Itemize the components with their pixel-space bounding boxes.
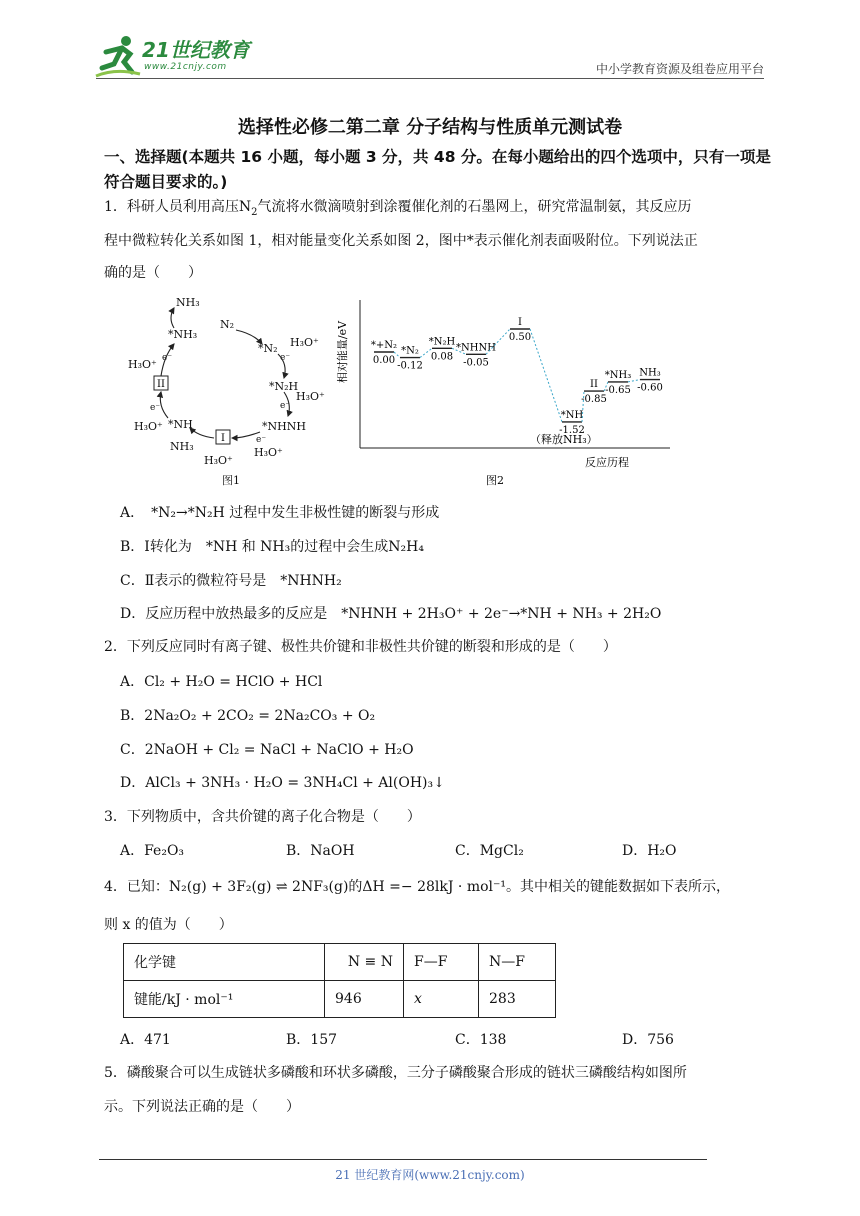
runner-logo-icon — [96, 32, 142, 78]
header-divider — [96, 78, 764, 79]
fig2-caption: 图2 — [486, 474, 504, 487]
fig1-e-3: e⁻ — [256, 435, 267, 445]
fig1-e-2: e⁻ — [280, 401, 291, 411]
q1-line2: 程中微粒转化关系如图 1，相对能量变化关系如图 2，图中*表示催化剂表面吸附位。下列说法正 — [104, 233, 698, 249]
fig1-nh3-star: *NH₃ — [168, 328, 198, 341]
footer-divider — [99, 1159, 707, 1160]
logo — [96, 32, 256, 78]
q3-option-d: D．H₂O — [622, 843, 677, 859]
fig1-h3o-3: H₃O⁺ — [254, 446, 283, 459]
fig1-n2: N₂ — [220, 318, 235, 331]
fig1-nhnh-star: *NHNH — [262, 420, 306, 433]
q1-line1-b: 气流将水微滴喷射到涂覆催化剂的石墨网上，研究常温制氨，其反应历 — [257, 199, 692, 215]
table-header-cell: N ≡ N — [325, 944, 404, 981]
fig1-h3o-6: H₃O⁺ — [204, 454, 233, 467]
fig2-level-label: NH₃ — [639, 367, 661, 379]
fig2-level-value: 0.00 — [372, 355, 396, 366]
section-heading: 一、选择题(本题共 16 小题，每小题 3 分，共 48 分。在每小题给出的四个选项中，只有一项是符合题目要求的。) — [104, 148, 771, 191]
table-header-cell: 化学键 — [124, 944, 325, 981]
fig2-xlabel: 反应历程 — [585, 456, 629, 469]
table-cell: 283 — [479, 981, 556, 1018]
fig1-box-1-label: I — [221, 433, 225, 444]
q5-line1: 5．磷酸聚合可以生成链状多磷酸和环状多磷酸，三分子磷酸聚合形成的链状三磷酸结构如图所 — [104, 1065, 687, 1081]
q2-option-c: C．2NaOH + Cl₂ = NaCl + NaClO + H₂O — [120, 742, 414, 758]
fig2-level-value: -0.85 — [581, 394, 607, 406]
table-header-cell: N—F — [479, 944, 556, 981]
footer-text: 21 世纪教育网(www.21cnjy.com) — [335, 1168, 525, 1182]
bond-energy-table — [123, 943, 556, 1018]
q4-option-a: A．471 — [120, 1032, 171, 1048]
fig1-e-4: e⁻ — [162, 353, 173, 363]
fig1-nh3-top: NH₃ — [176, 296, 200, 309]
fig2-level-label: II — [590, 379, 598, 391]
table-cell: x — [404, 981, 479, 1018]
q4-line2: 则 x 的值为（ ） — [104, 917, 233, 933]
fig1-e-1: e⁻ — [280, 353, 291, 363]
fig2-connector — [530, 329, 562, 422]
fig2-level-label: *NHNH — [456, 342, 496, 354]
fig2-level-value: -0.12 — [397, 360, 423, 372]
figure2-energy-profile — [336, 292, 680, 490]
page-header — [96, 30, 764, 80]
fig1-box-2-label: II — [157, 379, 165, 390]
logo-main-text: 21世纪教育 — [142, 38, 250, 62]
fig2-ylabel: 相对能量/eV — [336, 320, 349, 384]
q1-line1: 1．科研人员利用高压$N_2$气流将水微滴喷射到涂覆催化剂的石墨网上，研究常温制氨，其反应历 — [104, 199, 692, 218]
q3-option-b: B．NaOH — [286, 843, 355, 859]
fig1-h3o-4: H₃O⁺ — [128, 358, 157, 371]
fig2-level-value: 0.08 — [430, 351, 454, 363]
logo-sub-text: www.21cnjy.com — [144, 62, 227, 72]
fig1-h3o-1: H₃O⁺ — [290, 336, 319, 349]
table-row — [124, 944, 556, 981]
page-title: 选择性必修二第二章 分子结构与性质单元测试卷 — [237, 117, 623, 138]
fig2-level-label: I — [518, 317, 522, 328]
table-row — [124, 981, 556, 1018]
fig1-h3o-2: H₃O⁺ — [296, 390, 325, 403]
q3-option-c: C．MgCl₂ — [455, 843, 524, 859]
fig2-level-value: -0.65 — [605, 384, 631, 396]
q2-option-d: D．AlCl₃ + 3NH₃ · H₂O = 3NH₄Cl + Al(OH)₃↓ — [120, 775, 445, 791]
fig1-nh-star: *NH — [168, 418, 193, 431]
fig2-level-value: -1.52 — [559, 424, 585, 436]
q2-stem: 2．下列反应同时有离子键、极性共价键和非极性共价键的断裂和形成的是（ ） — [104, 639, 617, 655]
q3-option-a: A．Fe₂O₃ — [120, 843, 185, 859]
fig1-n2h-star: *N₂H — [269, 380, 299, 393]
fig2-level-label: *N₂H — [428, 336, 456, 348]
q1-line3: 确的是（ ） — [104, 265, 202, 281]
header-platform-text: 中小学教育资源及组卷应用平台 — [595, 62, 764, 76]
q4-option-d: D．756 — [622, 1032, 674, 1048]
fig2-level-label: *+N₂ — [370, 340, 398, 351]
q1-option-a: A． *N₂→*N₂H 过程中发生非极性键的断裂与形成 — [120, 505, 440, 521]
fig1-caption: 图1 — [222, 474, 240, 487]
fig2-level-label: *NH₃ — [604, 369, 632, 381]
q4-option-b: B．157 — [286, 1032, 338, 1048]
fig2-level-value: -0.05 — [463, 357, 489, 369]
q4-line1: 4．已知：N₂(g) + 3F₂(g) ⇌ 2NF₃(g)的ΔH =− 28lkJ · mol⁻¹。其中相关的键能数据如下表所示， — [104, 879, 731, 895]
figure1-cycle — [128, 292, 350, 490]
q3-stem: 3．下列物质中，含共价键的离子化合物是（ ） — [104, 809, 421, 825]
q1-option-b: B．Ⅰ转化为 *NH 和 NH₃的过程中会生成N₂H₄ — [120, 539, 424, 555]
table-cell: 946 — [325, 981, 404, 1018]
fig2-release-note: （释放NH₃） — [530, 433, 598, 446]
q1-option-d: D．反应历程中放热最多的反应是 *NHNH + 2H₃O⁺ + 2e⁻→*NH + NH₃ + 2H₂O — [120, 606, 662, 622]
table-cell: 键能/kJ · mol⁻¹ — [124, 981, 325, 1018]
fig2-level-value: -0.60 — [637, 382, 663, 394]
q4-option-c: C．138 — [455, 1032, 507, 1048]
q1-line1-a: 1．科研人员利用高压N — [104, 199, 252, 215]
fig1-e-5: e⁻ — [150, 403, 161, 413]
fig2-level-label: *NH — [560, 409, 584, 421]
fig2-levels — [371, 317, 663, 436]
fig2-level-value: 0.50 — [508, 332, 532, 343]
q5-line2: 示。下列说法正确的是（ ） — [104, 1099, 300, 1115]
q1-option-c: C．Ⅱ表示的微粒符号是 *NHNH₂ — [120, 573, 342, 589]
fig1-h3o-5: H₃O⁺ — [134, 420, 163, 433]
fig2-level-label: *N₂ — [401, 345, 419, 357]
fig1-n2-star: *N₂ — [258, 342, 278, 355]
q2-option-a: A．Cl₂ + H₂O = HClO + HCl — [120, 674, 323, 690]
q2-option-b: B．2Na₂O₂ + 2CO₂ = 2Na₂CO₃ + O₂ — [120, 708, 376, 724]
table-header-cell: F—F — [404, 944, 479, 981]
fig1-nh3-bottom: NH₃ — [170, 440, 194, 453]
